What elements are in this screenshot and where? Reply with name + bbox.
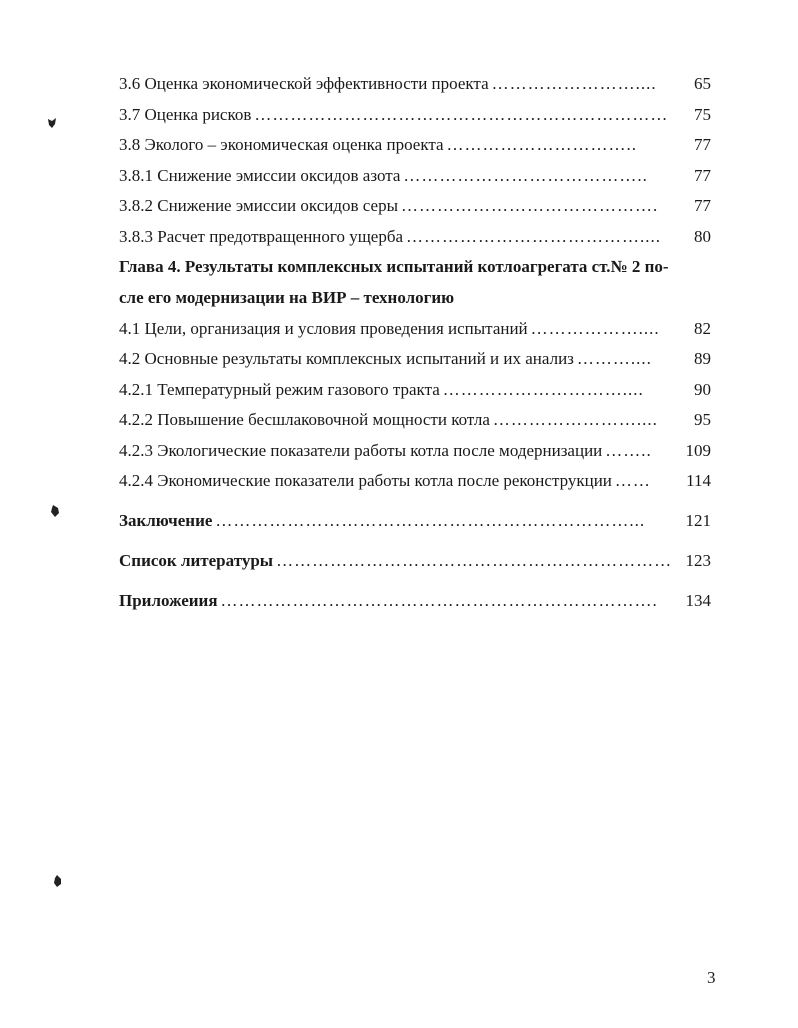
chapter-heading-line: Глава 4. Результаты комплексных испытаний котлоагрегата ст.№ 2 по- [119,256,669,276]
toc-leader-dots: …………………….... [492,410,658,429]
toc-entry-page: 123 [685,551,711,570]
toc-entry-title: 3.6 Оценка экономической эффективности проекта [119,74,489,93]
toc-entry-page: 114 [686,471,711,490]
toc-entry-title: 4.2.1 Температурный режим газового тракта [119,379,440,399]
toc-leader-dots: …….. [605,440,652,460]
toc-entry-title: 4.2.4 Экономические показатели работы котла после реконструкции [119,471,612,490]
toc-entry[interactable] [119,410,711,430]
toc-entry-page: 121 [685,511,711,530]
toc-entry-page: 75 [694,104,711,124]
toc-entry[interactable] [119,227,711,247]
toc-entry[interactable] [119,166,711,186]
ink-blot-mark [47,117,57,129]
toc-entry-page: 77 [694,135,711,154]
toc-entry[interactable] [119,105,711,125]
toc-entry-title: 4.2.2 Повышение бесшлаковочной мощности котла [119,410,490,429]
toc-leader-dots: …………………….... [491,74,657,93]
toc-entry-page: 80 [694,226,711,246]
toc-entry-title: Список литературы [119,551,274,570]
toc-entry-page: 89 [694,349,711,368]
toc-entry-page: 90 [694,379,711,399]
ink-blot-mark [50,505,60,517]
page-number: 3 [707,968,716,987]
toc-leader-dots: ………………………….... [442,379,644,399]
toc-entry-appendices[interactable] [119,591,711,611]
toc-entry[interactable] [119,441,711,461]
toc-leader-dots: ………………………………………………………… [276,551,673,570]
toc-entry-page: 77 [694,165,711,185]
toc-entry-page: 82 [694,318,711,338]
toc-entry-references[interactable] [119,551,711,571]
toc-entry-page: 77 [694,196,711,215]
toc-entry-title: 3.8.3 Расчет предотвращенного ущерба [119,226,404,246]
toc-entry-title: 3.7 Оценка рисков [119,104,252,124]
ink-blot-mark [53,875,63,887]
toc-entry-title: 3.8 Эколого – экономическая оценка проекта [119,135,444,154]
toc-entry-title: 4.1 Цели, организация и условия проведения испытаний [119,318,528,338]
toc-entry[interactable] [119,319,711,339]
toc-entry[interactable] [119,349,711,369]
toc-leader-dots: …… [614,471,651,490]
toc-leader-dots: ……………….... [530,318,660,338]
toc-entry-page: 109 [685,440,711,460]
toc-entry-title: Приложеиия [119,591,218,610]
toc-entry-title: 4.2 Основные результаты комплексных испытаний и их анализ [119,349,574,368]
toc-entry[interactable] [119,471,711,491]
toc-entry-page: 95 [694,410,711,429]
chapter-heading-line: сле его модернизации на ВИР – технологию [119,287,455,307]
toc-leader-dots: ………………………….. [446,135,638,154]
toc-entry-title: 3.8.2 Снижение эмиссии оксидов серы [119,196,399,215]
toc-entry-title: Заключение [119,511,213,530]
toc-entry[interactable] [119,196,711,216]
toc-entry[interactable] [119,135,711,155]
toc-entry-title: 4.2.3 Экологические показатели работы котла после модернизации [119,440,603,460]
toc-entry-page: 134 [685,591,711,610]
toc-leader-dots: …………………………………………………………… [254,104,669,124]
toc-entry[interactable] [119,380,711,400]
chapter-4-heading[interactable] [119,257,707,308]
toc-leader-dots: ………………………………………………………………. [220,591,658,610]
toc-entry-page: 65 [694,74,711,93]
toc-leader-dots: ……….... [576,349,652,368]
toc-entry-conclusion[interactable] [119,511,711,531]
toc-leader-dots: ……………………………………………………………... [215,511,646,530]
toc-leader-dots: ……………………………………. [401,196,659,215]
table-of-contents [119,74,711,611]
toc-entry[interactable] [119,74,711,94]
toc-leader-dots: ………………………………….... [406,226,662,246]
toc-entry-title: 3.8.1 Снижение эмиссии оксидов азота [119,165,401,185]
toc-leader-dots: ………………………………….. [403,165,648,185]
